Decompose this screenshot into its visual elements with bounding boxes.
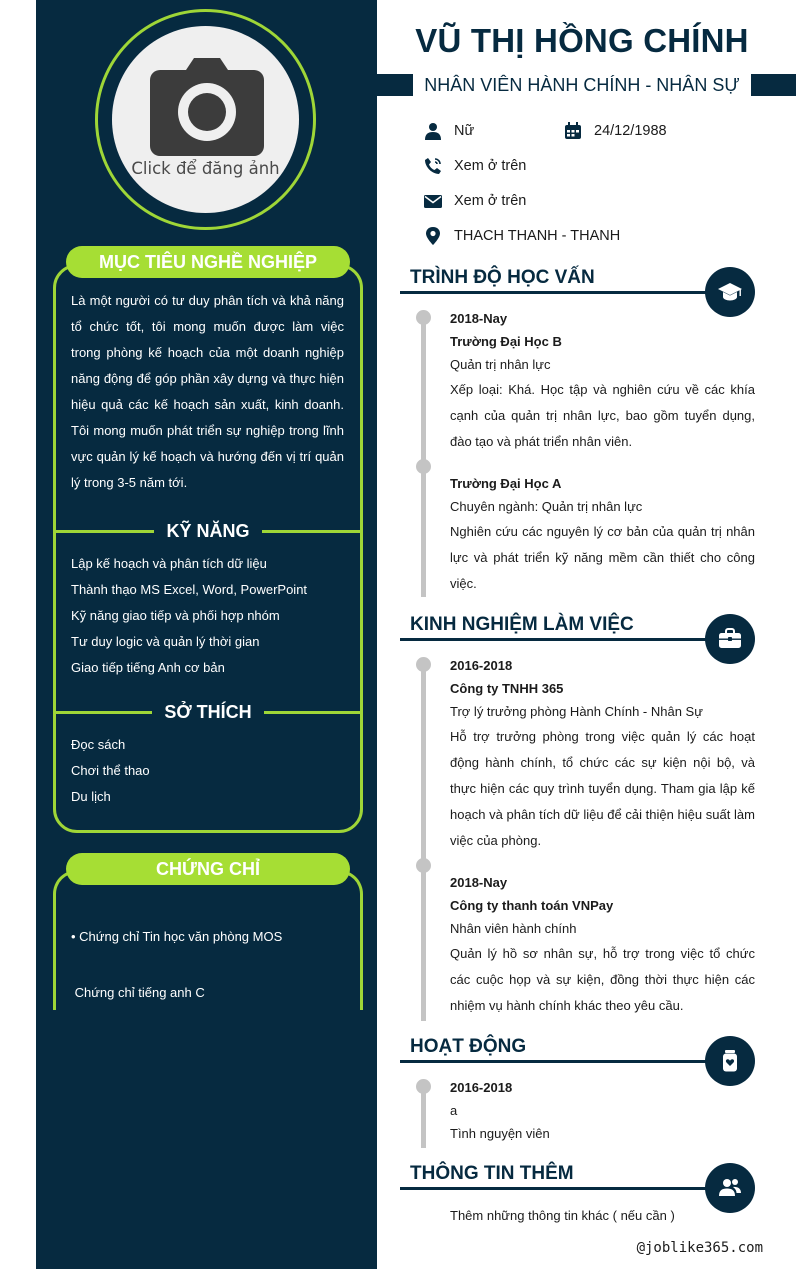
hobbies-list bbox=[71, 732, 344, 810]
calendar-icon bbox=[564, 122, 582, 140]
entry-major: Quản trị nhân lực bbox=[450, 357, 551, 372]
avatar-upload-caption: Click để đăng ảnh bbox=[131, 159, 280, 178]
entry-school: Trường Đại Học A bbox=[450, 476, 562, 491]
hobbies-heading bbox=[53, 700, 363, 724]
watermark: @joblike365.com bbox=[636, 1240, 763, 1256]
entry-school: Trường Đại Học B bbox=[450, 334, 562, 349]
certificate-item: • Chứng chỉ Tin học văn phòng MOS bbox=[71, 929, 283, 944]
avatar-upload[interactable] bbox=[112, 26, 299, 213]
education-entry bbox=[450, 472, 755, 597]
entry-time: 2018-Nay bbox=[450, 311, 508, 326]
objective-heading: MỤC TIÊU NGHỀ NGHIỆP bbox=[66, 246, 350, 278]
candidate-name: VŨ THỊ HỒNG CHÍNH bbox=[415, 22, 749, 59]
activities-title: HOẠT ĐỘNG bbox=[410, 1036, 527, 1057]
skill-item: Kỹ năng giao tiếp và phối hợp nhóm bbox=[71, 608, 280, 623]
address-value: THACH THANH - THANH bbox=[454, 228, 621, 244]
extra-title: THÔNG TIN THÊM bbox=[410, 1163, 574, 1184]
timeline-dot bbox=[416, 657, 431, 672]
entry-time: 2016-2018 bbox=[450, 658, 513, 673]
title-band-left bbox=[377, 74, 413, 96]
skill-item: Giao tiếp tiếng Anh cơ bản bbox=[71, 660, 225, 675]
email-value: Xem ở trên bbox=[454, 193, 527, 209]
education-timeline bbox=[421, 318, 426, 597]
timeline-dot bbox=[416, 858, 431, 873]
phone-icon bbox=[424, 157, 442, 175]
skill-item: Tư duy logic và quản lý thời gian bbox=[71, 634, 260, 649]
entry-description: Quản lý hồ sơ nhân sự, hỗ trợ trong việc tổ chức các cuộc họp và sự kiện, đồng thời thực hiện các nhiệm vụ hành chính khác theo yêu cầu. bbox=[450, 946, 755, 1013]
users-icon bbox=[718, 1176, 742, 1200]
education-title: TRÌNH ĐỘ HỌC VẤN bbox=[410, 267, 595, 288]
extra-badge bbox=[705, 1163, 755, 1213]
hobby-item: Đọc sách bbox=[71, 737, 126, 752]
left-sidebar bbox=[36, 0, 377, 1269]
skills-list bbox=[71, 551, 344, 681]
timeline-dot bbox=[416, 1079, 431, 1094]
certificates-heading: CHỨNG CHỈ bbox=[66, 853, 350, 885]
experience-underline bbox=[400, 638, 710, 641]
experience-title: KINH NGHIỆM LÀM VIỆC bbox=[410, 614, 634, 635]
email-row bbox=[424, 191, 624, 211]
user-icon bbox=[424, 122, 442, 140]
birthday-value: 24/12/1988 bbox=[594, 123, 667, 139]
entry-position: Nhân viên hành chính bbox=[450, 921, 577, 936]
education-entry bbox=[450, 307, 755, 455]
avatar-frame bbox=[95, 9, 316, 230]
skill-item: Thành thạo MS Excel, Word, PowerPoint bbox=[71, 582, 308, 597]
experience-timeline bbox=[421, 665, 426, 1021]
activity-entry bbox=[450, 1076, 755, 1146]
certificate-item: Chứng chỉ tiếng anh C bbox=[71, 985, 205, 1000]
activities-underline bbox=[400, 1060, 710, 1063]
phone-value: Xem ở trên bbox=[454, 158, 527, 174]
timeline-dot bbox=[416, 310, 431, 325]
hobby-item: Chơi thể thao bbox=[71, 763, 150, 778]
entry-description: Nghiên cứu các nguyên lý cơ bản của quản trị nhân lực và phát triển kỹ năng mềm cần thiết cho công việc. bbox=[450, 524, 755, 591]
objective-text: Là một người có tư duy phân tích và khả năng tổ chức tốt, tôi mong muốn được làm việc trong phòng kế hoạch của một doanh nghiệp năng động để góp phần xây dựng và thực hiện hiệu quả các kế hoạch sản xuất, kinh doanh. Tôi mong muốn phát triển sự nghiệp trong lĩnh vực quản lý kế hoạch và hướng đến vị trí quản lý trong 3-5 năm tới. bbox=[71, 293, 344, 490]
job-title: NHÂN VIÊN HÀNH CHÍNH - NHÂN SỰ bbox=[424, 75, 740, 95]
envelope-icon bbox=[424, 192, 442, 210]
education-underline bbox=[400, 291, 710, 294]
timeline-dot bbox=[416, 459, 431, 474]
extra-text: Thêm những thông tin khác ( nếu cần ) bbox=[450, 1208, 675, 1223]
hobbies-title: SỞ THÍCH bbox=[152, 702, 263, 722]
graduation-cap-icon bbox=[718, 280, 742, 304]
skills-title: KỸ NĂNG bbox=[154, 521, 261, 541]
gender-row bbox=[424, 121, 554, 141]
activities-timeline bbox=[421, 1087, 426, 1148]
experience-entry bbox=[450, 871, 755, 1019]
briefcase-icon bbox=[718, 627, 742, 651]
entry-time: 2016-2018 bbox=[450, 1080, 513, 1095]
skill-item: Lập kế hoạch và phân tích dữ liệu bbox=[71, 556, 267, 571]
entry-company: Công ty TNHH 365 bbox=[450, 681, 564, 696]
extra-underline bbox=[400, 1187, 710, 1190]
certificates-list bbox=[71, 894, 344, 1036]
entry-description: Hỗ trợ trưởng phòng trong việc quản lý các hoạt động hành chính, tổ chức các sự kiện nội bộ, và thực hiện các quy trình tuyển dụng. Tham gia lập kế hoạch và phân tích dữ liệu để cải thiện hiệu suất làm việc của phòng. bbox=[450, 729, 755, 848]
phone-row bbox=[424, 156, 624, 176]
entry-time: 2018-Nay bbox=[450, 875, 508, 890]
hobby-item: Du lịch bbox=[71, 789, 111, 804]
location-icon bbox=[424, 227, 442, 245]
entry-major: Chuyên ngành: Quản trị nhân lực bbox=[450, 499, 643, 514]
entry-organization: a bbox=[450, 1103, 458, 1118]
entry-position: Trợ lý trưởng phòng Hành Chính - Nhân Sự bbox=[450, 704, 703, 719]
title-band-right bbox=[751, 74, 796, 96]
gender-value: Nữ bbox=[454, 123, 475, 139]
entry-role: Tình nguyện viên bbox=[450, 1126, 550, 1141]
experience-entry bbox=[450, 654, 755, 854]
entry-description: Xếp loại: Khá. Học tập và nghiên cứu về các khía cạnh của quản trị nhân lực, bao gồm tuyển dụng, đào tạo và phát triển nhân viên. bbox=[450, 382, 755, 449]
birthday-row bbox=[564, 121, 714, 141]
camera-icon bbox=[150, 56, 264, 156]
address-row bbox=[424, 226, 684, 246]
entry-company: Công ty thanh toán VNPay bbox=[450, 898, 614, 913]
skills-heading bbox=[53, 519, 363, 543]
heart-jar-icon bbox=[718, 1049, 742, 1073]
